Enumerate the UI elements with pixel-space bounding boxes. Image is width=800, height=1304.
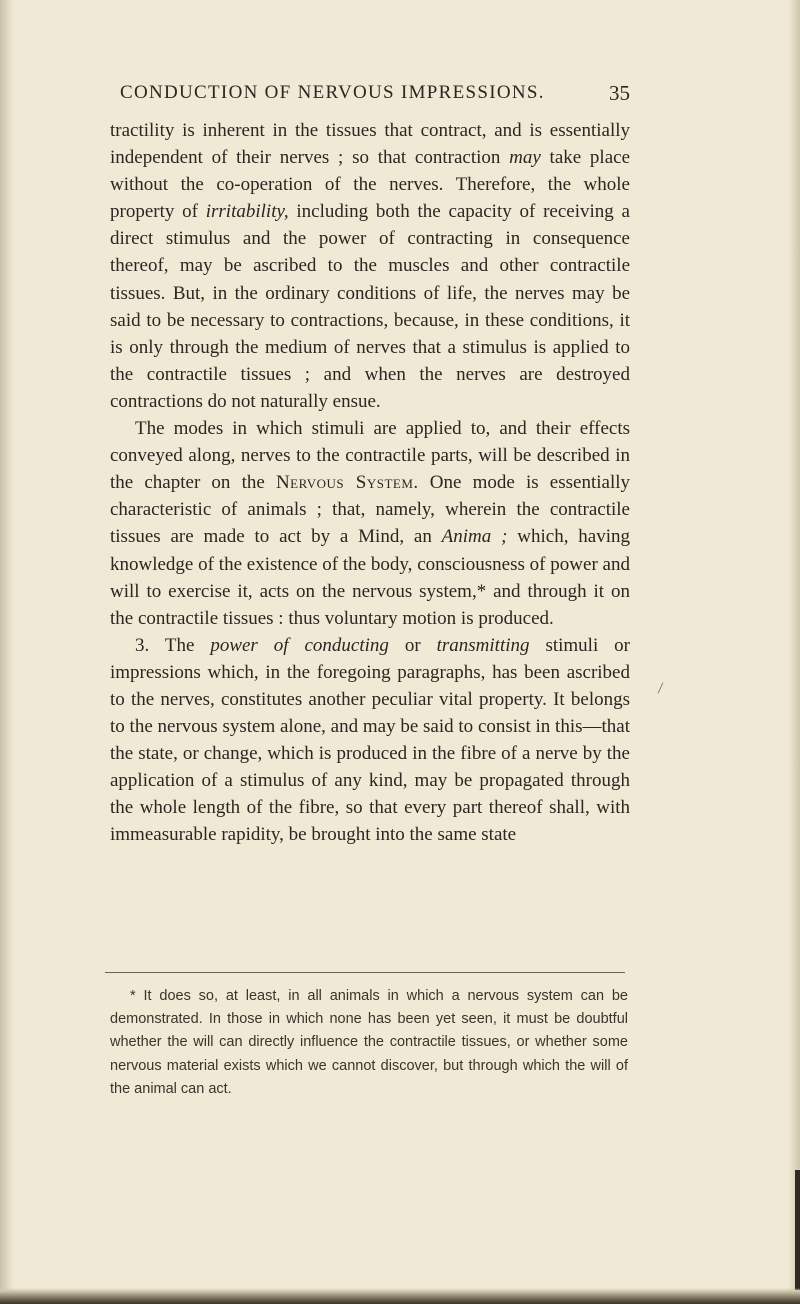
paragraph-3 xyxy=(110,632,630,849)
paragraph-2 xyxy=(110,415,630,632)
page-left-edge xyxy=(0,0,14,1304)
paragraph-1 xyxy=(110,117,630,415)
page-corner-mark xyxy=(795,1170,800,1290)
italic-run: may xyxy=(509,147,541,169)
text-run: which, having knowledge of the existence of the body, consciousness of power and will to exercise it, acts on the nervous system,* and through it on the contractile tissues : thus voluntary motion is produced. xyxy=(110,526,630,629)
italic-run: irritability, xyxy=(205,201,289,223)
text-run: One mode is essentially characteristic of animals ; that, namely, wherein the contractile tissues are made to act by a Mind, an xyxy=(110,472,630,548)
running-head: CONDUCTION OF NERVOUS IMPRESSIONS. xyxy=(120,82,545,103)
margin-tick xyxy=(658,682,664,693)
page-number: 35 xyxy=(609,81,630,105)
footnote xyxy=(110,985,628,1101)
italic-run: transmitting xyxy=(436,634,530,656)
body-text xyxy=(110,117,630,849)
page-bottom-shadow xyxy=(0,1288,800,1304)
page-header xyxy=(120,82,630,110)
text-run: stimuli or impressions which, in the foregoing paragraphs, has been ascribed to the nerves, constitutes another peculiar vital property. It belongs to the nervous system alone, and may be said to consist in this—that the state, or change, which is produced in the fibre of a nerve by the application of a stimulus of any kind, may be propagated through the whole length of the fibre, so that every part thereof shall, with immeasurable rapidity, be brought into the same state xyxy=(110,634,631,846)
text-run: or xyxy=(388,634,437,656)
italic-run: power of conducting xyxy=(210,634,389,656)
text-run: take place without the co-operation of the nerves. Therefore, the whole property of xyxy=(110,147,630,223)
footnote-rule xyxy=(105,972,625,973)
italic-run: Anima ; xyxy=(441,526,508,548)
text-run: 3. The xyxy=(135,634,211,656)
small-caps-run: Nervous System. xyxy=(275,472,419,494)
text-run: including both the capacity of receiving a direct stimulus and the power of contracting in consequence thereof, may be ascribed to the muscles and other contractile tissues. But, in the ordinary conditions of life, the nerves may be said to be necessary to contractions, because, in these conditions, it is only through the medium of nerves that a stimulus is applied to the contractile tissues ; and when the nerves are destroyed contractions do not naturally ensue. xyxy=(110,201,630,412)
page-right-edge xyxy=(788,0,800,1304)
footnote-text: * It does so, at least, in all animals in which a nervous system can be demonstrated. In those in which none has been yet seen, it must be doubtful whether the will can directly influence the contractile tissues, or whether some nervous material exists which we cannot discover, but through which the will of the animal can act. xyxy=(110,988,628,1097)
text-run: tractility is inherent in the tissues that contract, and is essentially independent of their nerves ; so that contraction xyxy=(110,120,630,169)
text-run: The modes in which stimuli are applied to, and their effects conveyed along, nerves to the contractile parts, will be described in the chapter on the xyxy=(110,418,630,494)
